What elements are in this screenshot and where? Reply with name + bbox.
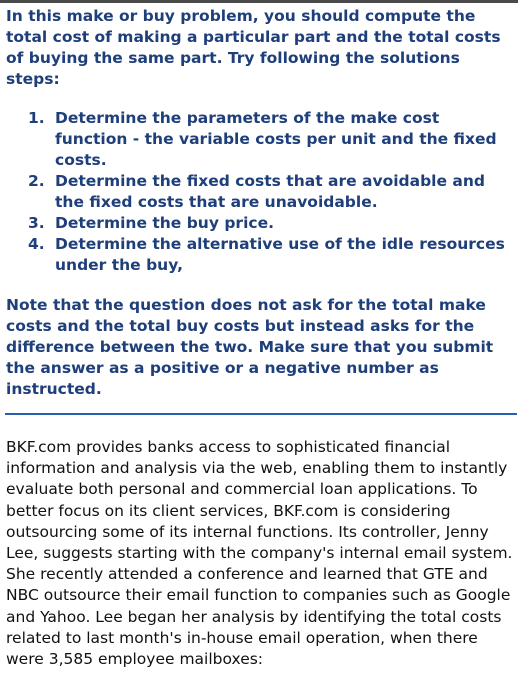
step-number: 3. (28, 214, 45, 232)
top-border (0, 0, 518, 3)
instructions-note: Note that the question does not ask for the total make costs and the total buy costs but instead asks for the difference between the two. Make sure that you submit the answer as a positive or a negative number as instructed. (6, 296, 494, 398)
solution-step (6, 108, 514, 171)
problem-description: BKF.com provides banks access to sophisticated financial information and analysis via the web, enabling them to instantly evaluate both personal and commercial loan applications. To better focus on its client services, BKF.com is considering outsourcing some of its internal functions. Its controller, Jenny Lee, suggests starting with the company's internal email system. She recently attended a conference and learned that GTE and NBC outsource their email function to companies such as Google and Yahoo. Lee began her analysis by identifying the total costs related to last month's in-house email operation, when there were 3,585 employee mailboxes: (6, 438, 513, 669)
section-divider (5, 413, 517, 415)
solution-step (6, 234, 514, 276)
step-number: 2. (28, 172, 45, 190)
step-text: Determine the fixed costs that are avoidable and the fixed costs that are unavoidable. (55, 172, 485, 211)
step-number: 4. (28, 235, 45, 253)
solution-step (6, 171, 514, 213)
step-text: Determine the alternative use of the idle resources under the buy, (55, 235, 505, 274)
step-number: 1. (28, 109, 45, 127)
instructions-intro: In this make or buy problem, you should compute the total cost of making a particular part and the total costs of buying the same part. Try following the solutions steps: (6, 7, 501, 88)
step-text: Determine the buy price. (55, 214, 274, 232)
solution-steps-list (6, 108, 514, 276)
instructions-block (6, 6, 514, 400)
solution-step (6, 213, 514, 234)
step-text: Determine the parameters of the make cost function - the variable costs per unit and the fixed costs. (55, 109, 497, 169)
